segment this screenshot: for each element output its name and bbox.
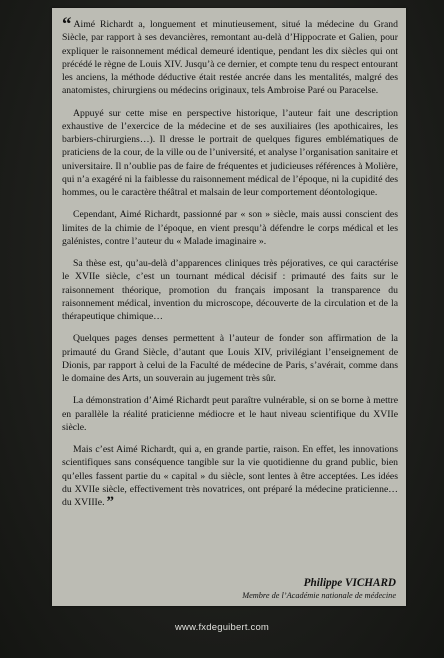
reviewer-title: Membre de l’Académie nationale de médecine: [242, 591, 396, 600]
paragraph-text: Aimé Richardt a, longuement et minutieusement, situé la médecine du Grand Siècle, par rapport à ses devancières, remontant au-delà d’Hippocrate et Galien, pour expliquer le raisonnement médical demeuré identique, pendant les dix siècles qui ont précédé le règne de Louis XIV. Jusqu’à ce dernier, et compte tenu du respect entourant les anciens, la méthode déductive était restée ancrée dans les mentalités, malgré des anatomistes, chirurgiens ou médecins originaux, tels Ambroise Paré ou Paracelse.: [62, 19, 398, 97]
review-text: [62, 14, 398, 518]
closing-quote-mark: ”: [106, 494, 115, 510]
opening-quote-mark: “: [62, 14, 72, 35]
reviewer-name: Philippe VICHARD: [303, 577, 396, 589]
review-paragraph: [62, 14, 398, 98]
signature-block: [242, 577, 396, 601]
review-paragraph: Appuyé sur cette mise en perspective historique, l’auteur fait une description exhaustive de l’exercice de la médecine et de ses auxiliaires (les apothicaires, les barbiers-chirurgiens…). Il dresse le portrait de quelques figures emblématiques de praticiens de la cour, de la ville ou de l’université, et analyse l’organisation sanitaire et universitaire. Il n’oublie pas de faire de fréquentes et judicieuses références à Molière, qui n’a exagéré ni la faiblesse du raisonnement médical de l’époque, ni la cupidité des hommes, ou le caractère théâtral et malsain de leur comportement déontologique.: [62, 107, 398, 198]
publisher-website: www.fxdeguibert.com: [174, 622, 270, 633]
paragraph-text: Mais c’est Aimé Richardt, qui a, en grande partie, raison. En effet, les innovations scientifiques sans conséquence tangible sur la vie quotidienne du grand public, bien qu’elles fassent partie du « capital » du siècle, sont lentes à être acceptées. Les idées du XVIIe siècle, effectivement très novatrices, ont préparé la médecine praticienne… du XVIIIe.: [62, 444, 398, 508]
review-paragraph: Quelques pages denses permettent à l’auteur de fonder son affirmation de la primauté du Grand Siècle, d’autant que Louis XIV, privilégiant l’enseignement de Dionis, par rapport à celui de la Faculté de médecine de Paris, s’avérait, comme dans le domaine des Arts, un souverain au jugement très sûr.: [62, 333, 398, 384]
review-panel: [52, 8, 406, 606]
review-paragraph: Cependant, Aimé Richardt, passionné par « son » siècle, mais aussi conscient des limites de la chimie de l’époque, en vient presqu’à défendre le corps médical et les galénistes, contre l’auteur du « Malade imaginaire ».: [62, 209, 398, 247]
review-paragraph: Sa thèse est, qu’au-delà d’apparences cliniques très péjoratives, ce qui caractérise le XVIIe siècle, c’est un tournant médical décisif : primauté des faits sur le raisonnement théorique, promotion du français imposant la transparence du raisonnement médical, invention du microscope, découverte de la circulation et de la thérapeutique chimique…: [62, 258, 398, 322]
review-paragraph: [62, 443, 398, 509]
review-paragraph: La démonstration d’Aimé Richardt peut paraître vulnérable, si on se borne à mettre en parallèle la réalité praticienne médiocre et le haut niveau scientifique du XVIIe siècle.: [62, 395, 398, 433]
